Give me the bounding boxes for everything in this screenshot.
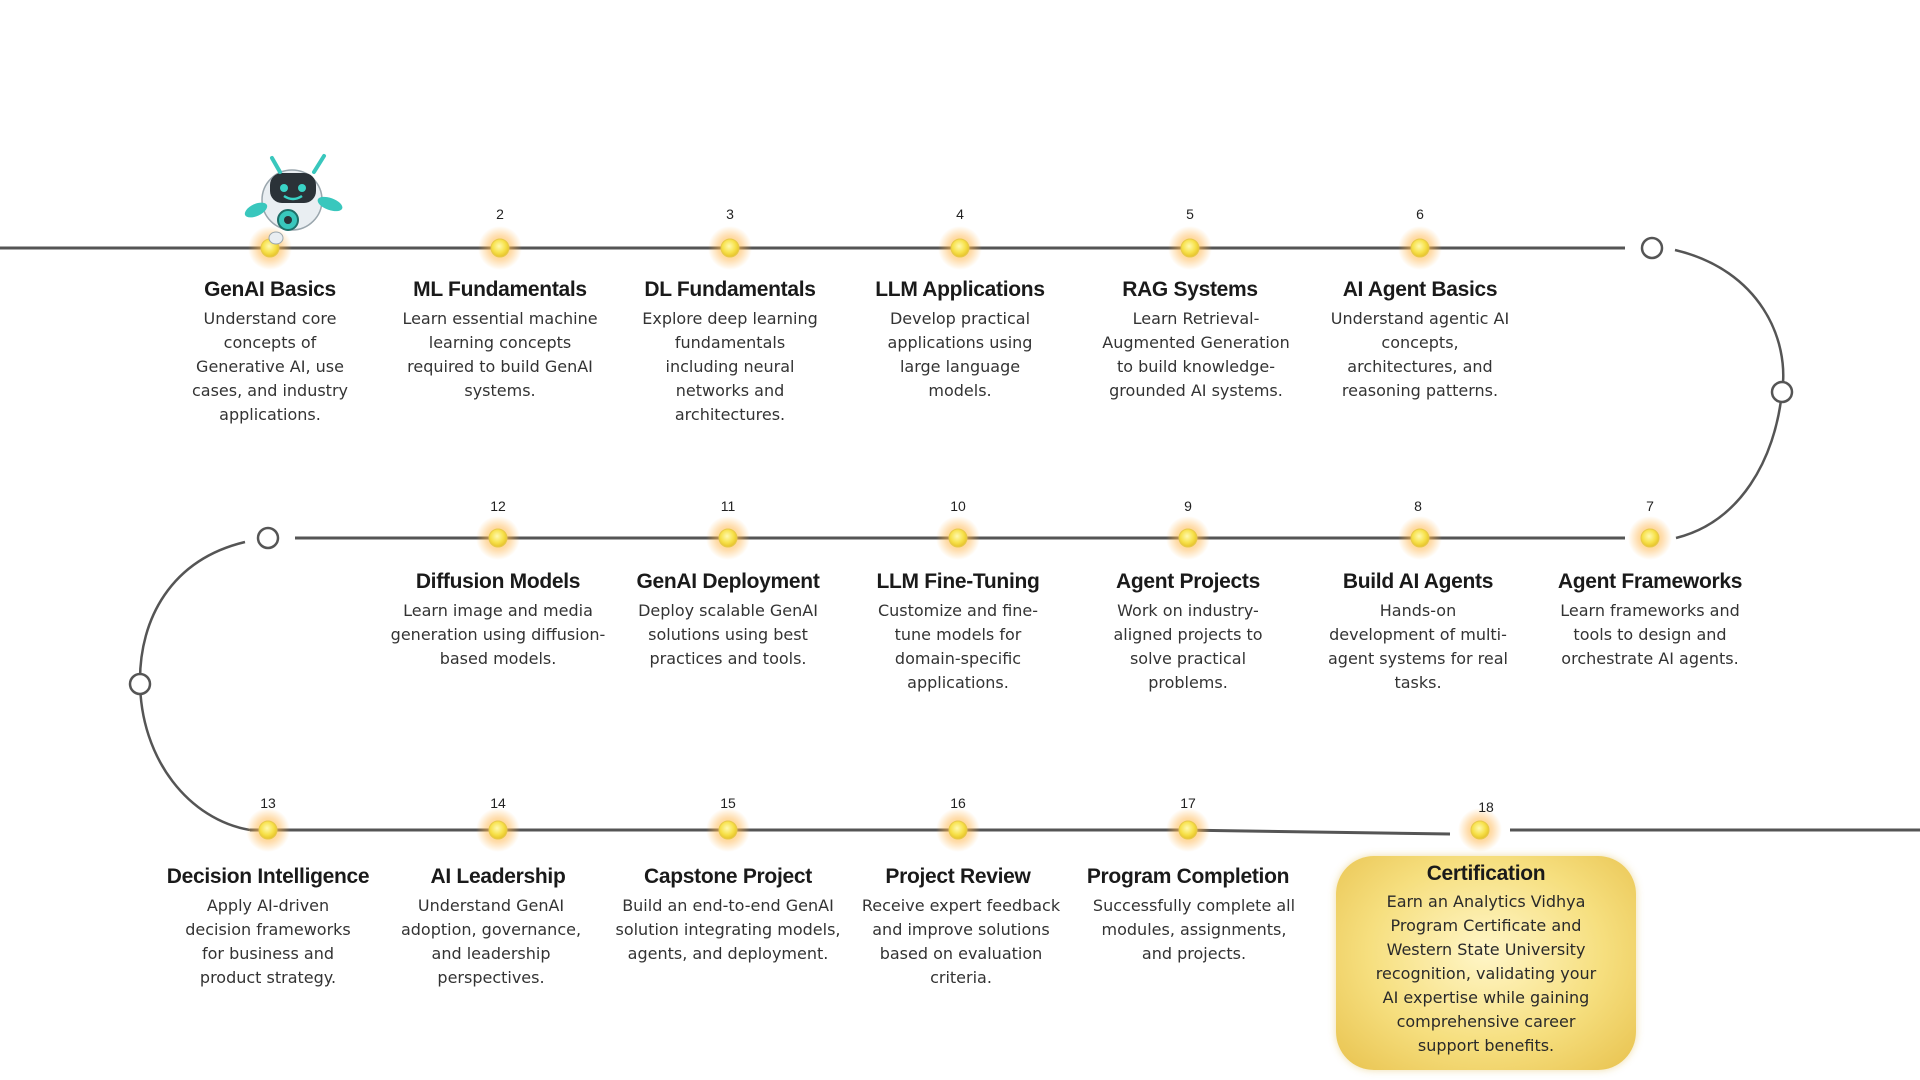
step-description: Learn essential machine learning concepts required to build GenAI systems. — [402, 309, 598, 400]
step-title: AI Leadership — [430, 865, 566, 888]
step-title: Build AI Agents — [1342, 570, 1494, 593]
step-number: 18 — [1478, 799, 1494, 815]
step-description: Learn image and media generation using diffusion-based models. — [390, 601, 606, 668]
step-node-16 — [949, 821, 967, 839]
step-number: 7 — [1646, 498, 1654, 514]
step-16 — [843, 795, 1073, 990]
step-node-4 — [951, 239, 969, 257]
step-description: Learn Retrieval-Augmented Generation to build knowledge-grounded AI systems. — [1102, 309, 1290, 400]
step-node-18 — [1471, 821, 1489, 839]
step-title: RAG Systems — [1122, 278, 1258, 301]
step-node-3 — [721, 239, 739, 257]
step-title: GenAI Deployment — [636, 570, 820, 593]
step-number: 15 — [720, 795, 736, 811]
step-node-6 — [1411, 239, 1429, 257]
step-5 — [1075, 206, 1305, 403]
step-title: DL Fundamentals — [644, 278, 816, 301]
step-description: Hands-on development of multi-agent systems for real tasks. — [1328, 601, 1508, 692]
step-node-9 — [1179, 529, 1197, 547]
step-node-17 — [1179, 821, 1197, 839]
waypoint-2 — [1772, 382, 1792, 402]
step-number: 11 — [720, 498, 736, 514]
step-title: Capstone Project — [644, 865, 812, 888]
step-description: Understand GenAI adoption, governance, and leadership perspectives. — [400, 896, 582, 987]
step-2 — [385, 206, 615, 403]
waypoint-4 — [130, 674, 150, 694]
step-1 — [155, 278, 385, 427]
step-number: 14 — [490, 795, 506, 811]
step-title: Agent Projects — [1116, 570, 1260, 593]
step-title: LLM Applications — [875, 278, 1045, 301]
step-number: 17 — [1180, 795, 1196, 811]
step-description: Understand agentic AI concepts, architectures, and reasoning patterns. — [1330, 309, 1510, 400]
step-13 — [153, 795, 383, 990]
step-node-2 — [491, 239, 509, 257]
step-number: 2 — [496, 206, 504, 222]
track-turn-left — [140, 542, 250, 830]
step-17 — [1073, 795, 1303, 966]
step-title: Project Review — [885, 865, 1031, 888]
robot-mascot-icon — [232, 138, 352, 248]
step-number: 16 — [950, 795, 966, 811]
step-title: Certification — [1426, 862, 1546, 885]
step-15 — [613, 795, 843, 966]
step-node-13 — [259, 821, 277, 839]
step-node-14 — [489, 821, 507, 839]
step-title: AI Agent Basics — [1342, 278, 1498, 301]
step-number: 3 — [726, 206, 734, 222]
track-row-3 — [250, 830, 1450, 834]
step-node-10 — [949, 529, 967, 547]
track-turn-right — [1675, 250, 1783, 538]
step-number: 10 — [950, 498, 966, 514]
step-number: 8 — [1414, 498, 1422, 514]
step-7 — [1535, 498, 1765, 671]
step-description: Successfully complete all modules, assignments, and projects. — [1092, 896, 1296, 963]
step-description: Apply AI-driven decision frameworks for business and product strategy. — [185, 896, 351, 987]
step-6 — [1305, 206, 1535, 403]
step-title: ML Fundamentals — [413, 278, 587, 301]
step-11 — [613, 498, 843, 671]
step-title: Agent Frameworks — [1557, 570, 1743, 593]
step-number: 6 — [1416, 206, 1424, 222]
step-description: Receive expert feedback and improve solutions based on evaluation criteria. — [861, 896, 1061, 987]
step-9 — [1073, 498, 1303, 695]
step-node-15 — [719, 821, 737, 839]
step-node-12 — [489, 529, 507, 547]
step-description: Understand core concepts of Generative AI, use cases, and industry applications. — [191, 309, 348, 424]
step-title: Program Completion — [1086, 865, 1290, 888]
step-node-8 — [1411, 529, 1429, 547]
step-description: Learn frameworks and tools to design and orchestrate AI agents. — [1560, 601, 1740, 668]
step-number: 12 — [490, 498, 506, 514]
waypoint-1 — [1642, 238, 1662, 258]
step-number: 13 — [260, 795, 276, 811]
step-18-certification — [1366, 799, 1606, 1058]
step-description: Explore deep learning fundamentals including neural networks and architectures. — [642, 309, 818, 424]
step-title: Decision Intelligence — [166, 865, 370, 888]
step-description: Customize and fine-tune models for domain-specific applications. — [877, 601, 1039, 692]
step-description: Build an end-to-end GenAI solution integrating models, agents, and deployment. — [615, 896, 841, 963]
step-3 — [615, 206, 845, 427]
step-10 — [843, 498, 1073, 695]
step-title: LLM Fine-Tuning — [876, 570, 1040, 593]
step-8 — [1303, 498, 1533, 695]
step-description: Earn an Analytics Vidhya Program Certificate and Western State University recognition, validating your AI expertise while gaining comprehensive career support benefits. — [1375, 892, 1597, 1055]
step-description: Deploy scalable GenAI solutions using best practices and tools. — [638, 601, 818, 668]
step-number: 9 — [1184, 498, 1192, 514]
step-title: Diffusion Models — [415, 570, 581, 593]
step-description: Work on industry-aligned projects to solve practical problems. — [1113, 601, 1263, 692]
step-node-7 — [1641, 529, 1659, 547]
step-14 — [383, 795, 613, 990]
step-4 — [845, 206, 1075, 403]
step-12 — [383, 498, 613, 671]
step-node-11 — [719, 529, 737, 547]
step-number: 4 — [956, 206, 964, 222]
step-title: GenAI Basics — [204, 278, 336, 301]
waypoint-3 — [258, 528, 278, 548]
step-node-5 — [1181, 239, 1199, 257]
step-description: Develop practical applications using large language models. — [887, 309, 1033, 400]
step-number: 5 — [1186, 206, 1194, 222]
